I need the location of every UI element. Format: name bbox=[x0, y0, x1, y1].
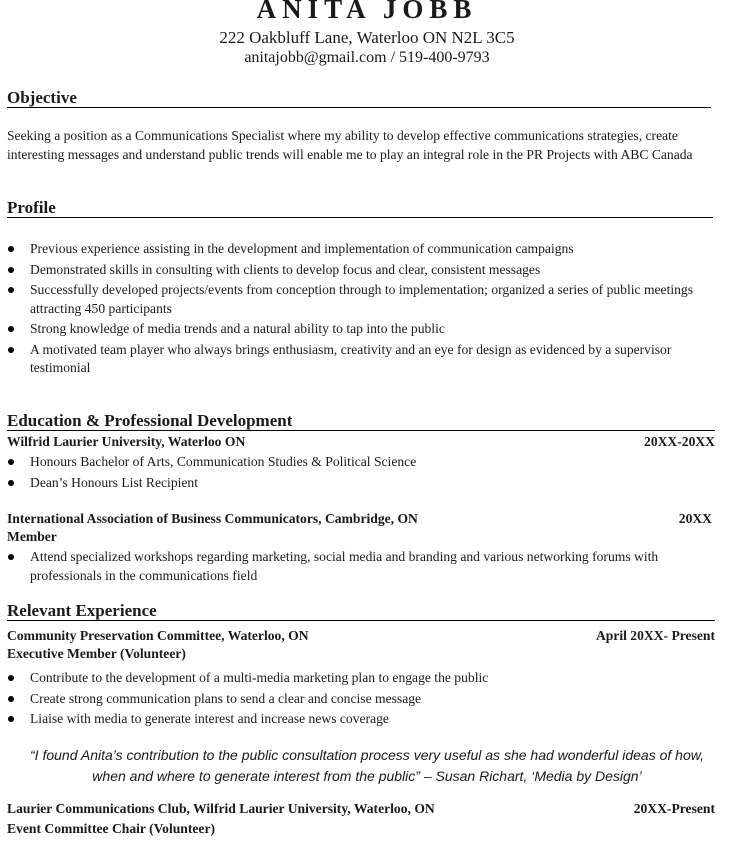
education-list bbox=[7, 548, 712, 585]
education-entry-header bbox=[7, 510, 715, 528]
profile-item-text: A motivated team player who always brings enthusiasm, creativity and an eye for design as evidenced by a supervisor testimonial bbox=[30, 341, 672, 375]
education-item-text: Honours Bachelor of Arts, Communication Studies & Political Science bbox=[30, 454, 417, 469]
testimonial-quote-line2: when and where to generate interest from the public” – Susan Richart, ‘Media by Design’ bbox=[92, 768, 642, 784]
list-item bbox=[7, 240, 712, 259]
list-item bbox=[7, 281, 712, 318]
education-item-text: Attend specialized workshops regarding marketing, social media and branding and various networking forums with professionals in the communications field bbox=[30, 549, 659, 583]
list-item bbox=[7, 548, 712, 585]
experience-item-text: Contribute to the development of a multi-media marketing plan to engage the public bbox=[30, 670, 489, 685]
experience-heading: Relevant Experience bbox=[7, 602, 715, 621]
list-item bbox=[7, 341, 712, 378]
list-item bbox=[7, 690, 712, 709]
objective-text: Seeking a position as a Communications Specialist where my ability to develop effective communications strategies, create interesting messages and understand public trends will enable me to play an integral role in the PR Projects with ABC Canada bbox=[7, 128, 693, 162]
experience-item-text: Create strong communication plans to send a clear and concise message bbox=[30, 690, 422, 706]
testimonial-quote-line1: “I found Anita’s contribution to the public consultation process very useful as she had wonderful ideas of how, bbox=[30, 747, 704, 763]
profile-item-text: Demonstrated skills in consulting with clients to develop focus and clear, consistent messages bbox=[30, 261, 541, 277]
organization-name: Wilfrid Laurier University, Waterloo ON bbox=[7, 434, 246, 449]
education-list bbox=[7, 453, 712, 492]
profile-item-text: Previous experience assisting in the development and implementation of communication campaigns bbox=[30, 241, 574, 256]
organization-name: Community Preservation Committee, Waterloo, ON bbox=[7, 628, 309, 643]
list-item bbox=[7, 669, 712, 688]
bullet-icon bbox=[8, 287, 14, 293]
date-range: 20XX bbox=[678, 511, 712, 526]
list-item bbox=[7, 710, 712, 729]
organization-name: Laurier Communications Club, Wilfrid Laurier University, Waterloo, ON bbox=[7, 801, 435, 816]
experience-item-text: Liaise with media to generate interest and increase news coverage bbox=[30, 711, 389, 726]
bullet-icon bbox=[8, 246, 14, 252]
bullet-icon bbox=[8, 347, 14, 353]
education-heading: Education & Professional Development bbox=[7, 412, 715, 431]
bullet-icon bbox=[8, 675, 14, 681]
bullet-icon bbox=[8, 696, 14, 702]
bullet-icon bbox=[8, 716, 14, 722]
profile-item-text: Strong knowledge of media trends and a natural ability to tap into the public bbox=[30, 321, 445, 336]
experience-list bbox=[7, 669, 712, 729]
list-item bbox=[7, 320, 712, 339]
education-item-text: Dean’s Honours List Recipient bbox=[30, 474, 199, 490]
candidate-name: ANITA JOBB bbox=[256, 0, 478, 24]
bullet-icon bbox=[8, 267, 14, 273]
date-range: 20XX-Present bbox=[633, 801, 715, 816]
objective-heading: Objective bbox=[7, 89, 711, 108]
list-item bbox=[7, 261, 712, 280]
bullet-icon bbox=[8, 554, 14, 560]
bullet-icon bbox=[8, 480, 14, 486]
role-title: Member bbox=[7, 529, 57, 544]
organization-name: International Association of Business Communicators, Cambridge, ON bbox=[7, 511, 418, 526]
profile-list bbox=[7, 240, 712, 378]
profile-heading: Profile bbox=[7, 199, 713, 218]
list-item bbox=[7, 453, 712, 472]
role-title: Event Committee Chair (Volunteer) bbox=[7, 821, 216, 836]
list-item bbox=[7, 474, 712, 493]
education-entry-header bbox=[7, 433, 715, 451]
role-title: Executive Member (Volunteer) bbox=[7, 646, 186, 661]
experience-entry-header bbox=[7, 627, 715, 645]
date-range: April 20XX- Present bbox=[595, 628, 715, 643]
profile-item-text: Successfully developed projects/events from conception through to implementation; organized a series of public meetings attracting 450 participants bbox=[30, 282, 694, 316]
contact-line: anitajobb@gmail.com / 519-400-9793 bbox=[244, 49, 490, 66]
bullet-icon bbox=[8, 459, 14, 465]
address-line: 222 Oakbluff Lane, Waterloo ON N2L 3C5 bbox=[219, 28, 515, 47]
bullet-icon bbox=[8, 326, 14, 332]
experience-entry-header bbox=[7, 800, 715, 818]
date-range: 20XX-20XX bbox=[644, 434, 715, 449]
